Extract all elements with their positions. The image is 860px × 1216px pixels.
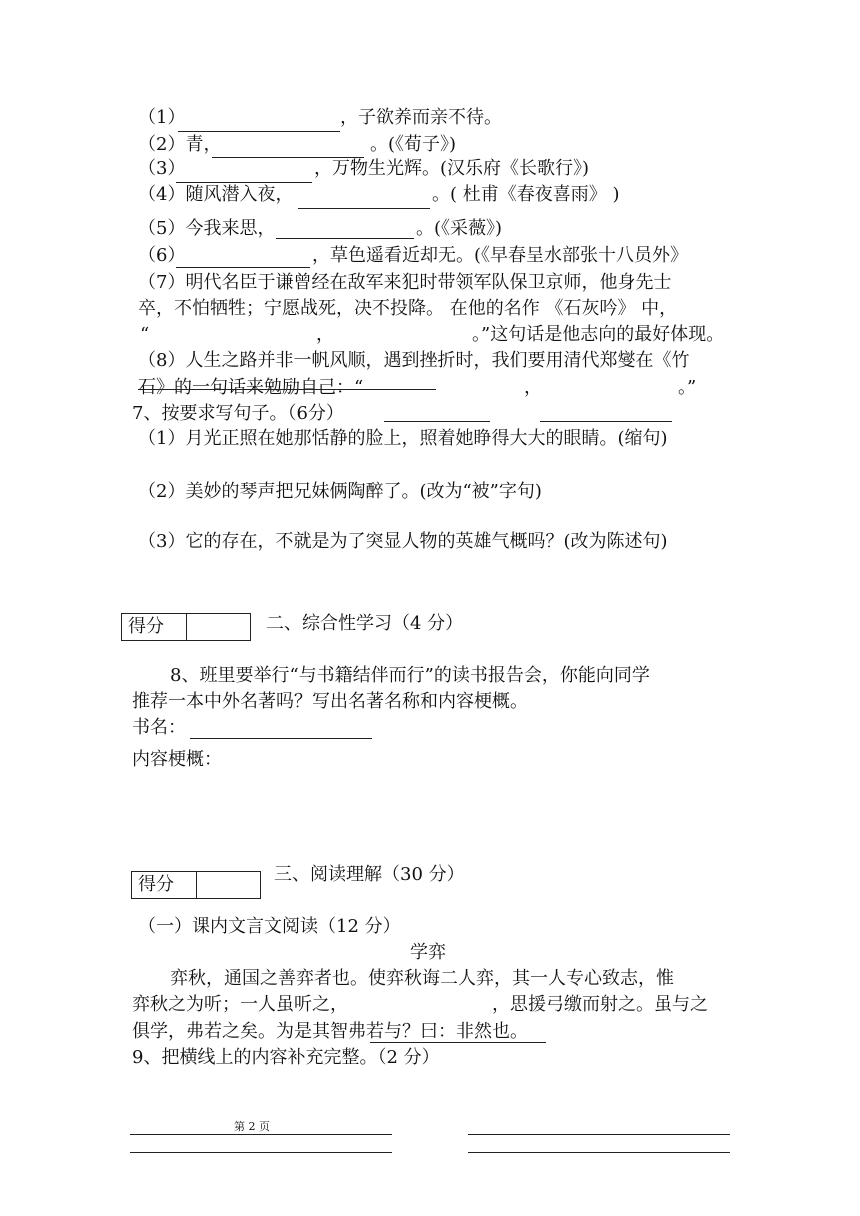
book-name-label: 书名： [132,717,186,738]
underline-mark [370,1042,546,1043]
answer-line-4[interactable] [468,1152,730,1153]
q6-item-2-text: 。(《荀子》) [370,134,457,155]
q6-item-8-line2: 石》的一句话来勉励自己：“ [138,377,364,398]
q6-item-7-quote-open: “ [140,324,150,345]
score-box-2 [121,613,251,641]
q9-title: 9、把横线上的内容补充完整。（2 分） [132,1047,440,1068]
passage-title: 学弈 [410,942,446,963]
q6-item-1: （1） [138,107,186,128]
passage-line-3: 俱学，弗若之矣。为是其智弗若与？曰：非然也。 [132,1021,528,1042]
q6-item-7-line2: 卒，不怕牺牲；宁愿战死，决不投降。 在他的名作 《石灰吟》 中， [138,298,678,319]
book-name-blank[interactable] [190,738,372,739]
section2-title: 二、综合性学习（4 分） [266,613,464,634]
blank-3[interactable] [176,182,312,183]
q6-item-2: （2）青， [138,134,222,155]
blank-1[interactable] [178,131,340,132]
q6-item-8-line1: （8）人生之路并非一帆风顺，遇到挫折时，我们要用清代郑燮在《竹 [138,350,690,371]
q6-item-5-text: 。(《采薇》) [416,218,503,239]
score-label: 得分 [138,874,174,895]
answer-line-3[interactable] [130,1152,392,1153]
blank-7b[interactable] [540,421,672,422]
q7-sentence-1: （1）月光正照在她那恬静的脸上，照着她睁得大大的眼睛。(缩句) [138,428,668,449]
page-number: 第 2 页 [234,1120,270,1133]
blank-5[interactable] [276,238,414,239]
q6-item-1-text: ，子欲养而亲不待。 [340,107,502,128]
q7-title: 7、按要求写句子。（6分） [132,403,344,424]
answer-line-2[interactable] [468,1134,730,1135]
q6-item-8-end: 。” [678,377,697,398]
q6-item-6: （6） [138,245,186,266]
score-label: 得分 [128,616,164,637]
q6-item-6-text: ，草色遥看近却无。(《早春呈水部张十八员外》 [312,245,689,266]
q8-line1: 8、班里要举行“与书籍结伴而行”的读书报告会，你能向同学 [170,665,650,686]
q7-sentence-3: （3）它的存在，不就是为了突显人物的英雄气概吗？(改为陈述句) [138,531,668,552]
strikethrough-line [138,389,436,390]
section3-title: 三、阅读理解（30 分） [274,864,465,885]
q6-item-7-line1: （7）明代名臣于谦曾经在敌军来犯时带领军队保卫京师，他身先士 [138,272,672,293]
q6-item-3: （3） [138,158,186,179]
summary-label: 内容梗概： [132,749,222,770]
passage-line-1: 弈秋，通国之善弈者也。使弈秋诲二人弈，其一人专心致志，惟 [170,968,674,989]
answer-line-1[interactable] [130,1134,392,1135]
score-box-3 [131,871,261,899]
q6-item-4-text: 。( 杜甫《春夜喜雨》 ) [432,184,620,205]
q6-item-3-text: ，万物生光辉。(汉乐府《长歌行》) [314,158,590,179]
q8-line2: 推荐一本中外名著吗？写出名著名称和内容梗概。 [132,691,528,712]
blank-4[interactable] [298,208,430,209]
passage-line-2b: ，思援弓缴而射之。虽与之 [492,994,708,1015]
q6-item-7-comma: ， [316,324,334,345]
q6-item-5: （5）今我来思， [138,218,276,239]
passage-line-2a: 弈秋之为听；一人虽听之， [132,994,348,1015]
score-cell[interactable] [186,614,187,640]
subsection-title: （一）课内文言文阅读（12 分） [138,916,401,937]
q7-sentence-2: （2）美妙的琴声把兄妹俩陶醉了。(改为“被”字句) [138,481,542,502]
q6-item-4: （4）随风潜入夜， [138,184,294,205]
q6-item-7-end: 。”这句话是他志向的最好体现。 [472,324,725,345]
score-cell[interactable] [196,872,197,898]
blank-6[interactable] [176,267,310,268]
q6-item-8-comma: ， [524,377,542,398]
blank-7a[interactable] [384,421,490,422]
